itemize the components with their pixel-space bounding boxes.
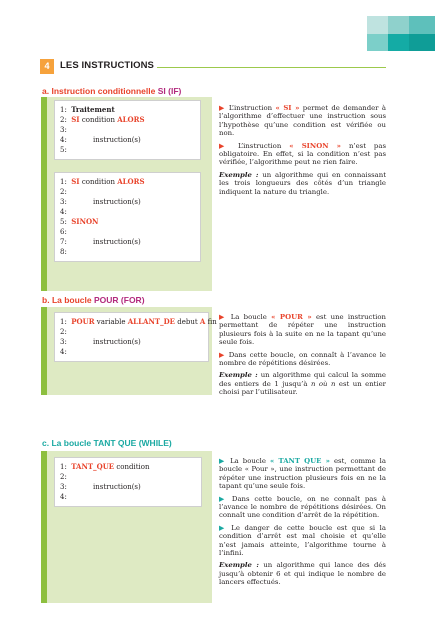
code-box-si-sinon: 1: SI condition ALORS 2: 3: instruction(s) 4: 5: SINON 6: 7: instruction(s) 8: [54, 172, 201, 262]
corner-decoration [367, 34, 388, 51]
section-rule [157, 67, 386, 68]
corner-decoration [388, 16, 409, 34]
subheading-letter: a. [42, 86, 50, 96]
explanation-while: ▶ La boucle « TANT QUE » est, comme la boucle « Pour », une instruction permettant de répéter une instruction plusieurs fois en ne la tapant qu’une seule fois. ▶ Dans cette boucle, on ne connaît pas à l’avance le nombre de répétitions désirées. On connaît une condition d’arrêt de la répétition. ▶ Le danger de cette boucle est que si la condition d’arrêt est mal choisie et qu’elle n’est jamais atteinte, l’algorithme tourne à l’infini. Exemple : un algorithme qui lance des dés jusqu’à obtenir 6 et qui indique le nombre de lancers effectués. [219, 457, 386, 587]
code-box-tant-que: 1: TANT_QUE condition 2: 3: instruction(s) 4: [54, 457, 202, 507]
corner-decoration [409, 34, 435, 51]
corner-decoration [367, 16, 388, 34]
section-number: 4 [40, 59, 54, 74]
subheading-label: Instruction conditionnelle [51, 86, 156, 96]
subheading-if [42, 86, 181, 96]
subheading-keyword: SI (IF) [157, 86, 182, 96]
subheading-while: c. La boucle TANT QUE (WHILE) [42, 438, 172, 448]
code-box-traitement: 1: Traitement 2: SI condition ALORS 3: 4: instruction(s) 5: [54, 100, 201, 160]
corner-decoration [388, 34, 409, 51]
explanation-if: ▶ L’instruction « SI » permet de demander à l’algorithme d’effectuer une instruction sous l’hypothèse qu’une condition est vérifiée ou non. ▶ L’instruction « SINON » n’est pas obligatoire. En effet, si la condition n’est pas vérifiée, l’algorithme peut ne rien faire. Exemple : un algorithme qui en connaissant les trois longueurs des côtés d’un triangle indiquent la nature du triangle. [219, 104, 386, 196]
code-box-pour: 1: POUR variable ALLANT_DE debut A fin 2: 3: instruction(s) 4: [54, 312, 209, 362]
section-title: LES INSTRUCTIONS [60, 60, 154, 71]
subheading-for: b. La boucle POUR (FOR) [42, 295, 145, 305]
corner-decoration [409, 16, 435, 34]
explanation-for: ▶ La boucle « POUR » est une instruction permettant de répéter une instruction plusieurs fois à la suite en ne la tapant qu’une seule fois. ▶ Dans cette boucle, on connaît à l’avance le nombre de répétitions désirées. Exemple : un algorithme qui calcul la somme des entiers de 1 jusqu’à n où n est un entier choisi par l’utilisateur. [219, 313, 386, 397]
